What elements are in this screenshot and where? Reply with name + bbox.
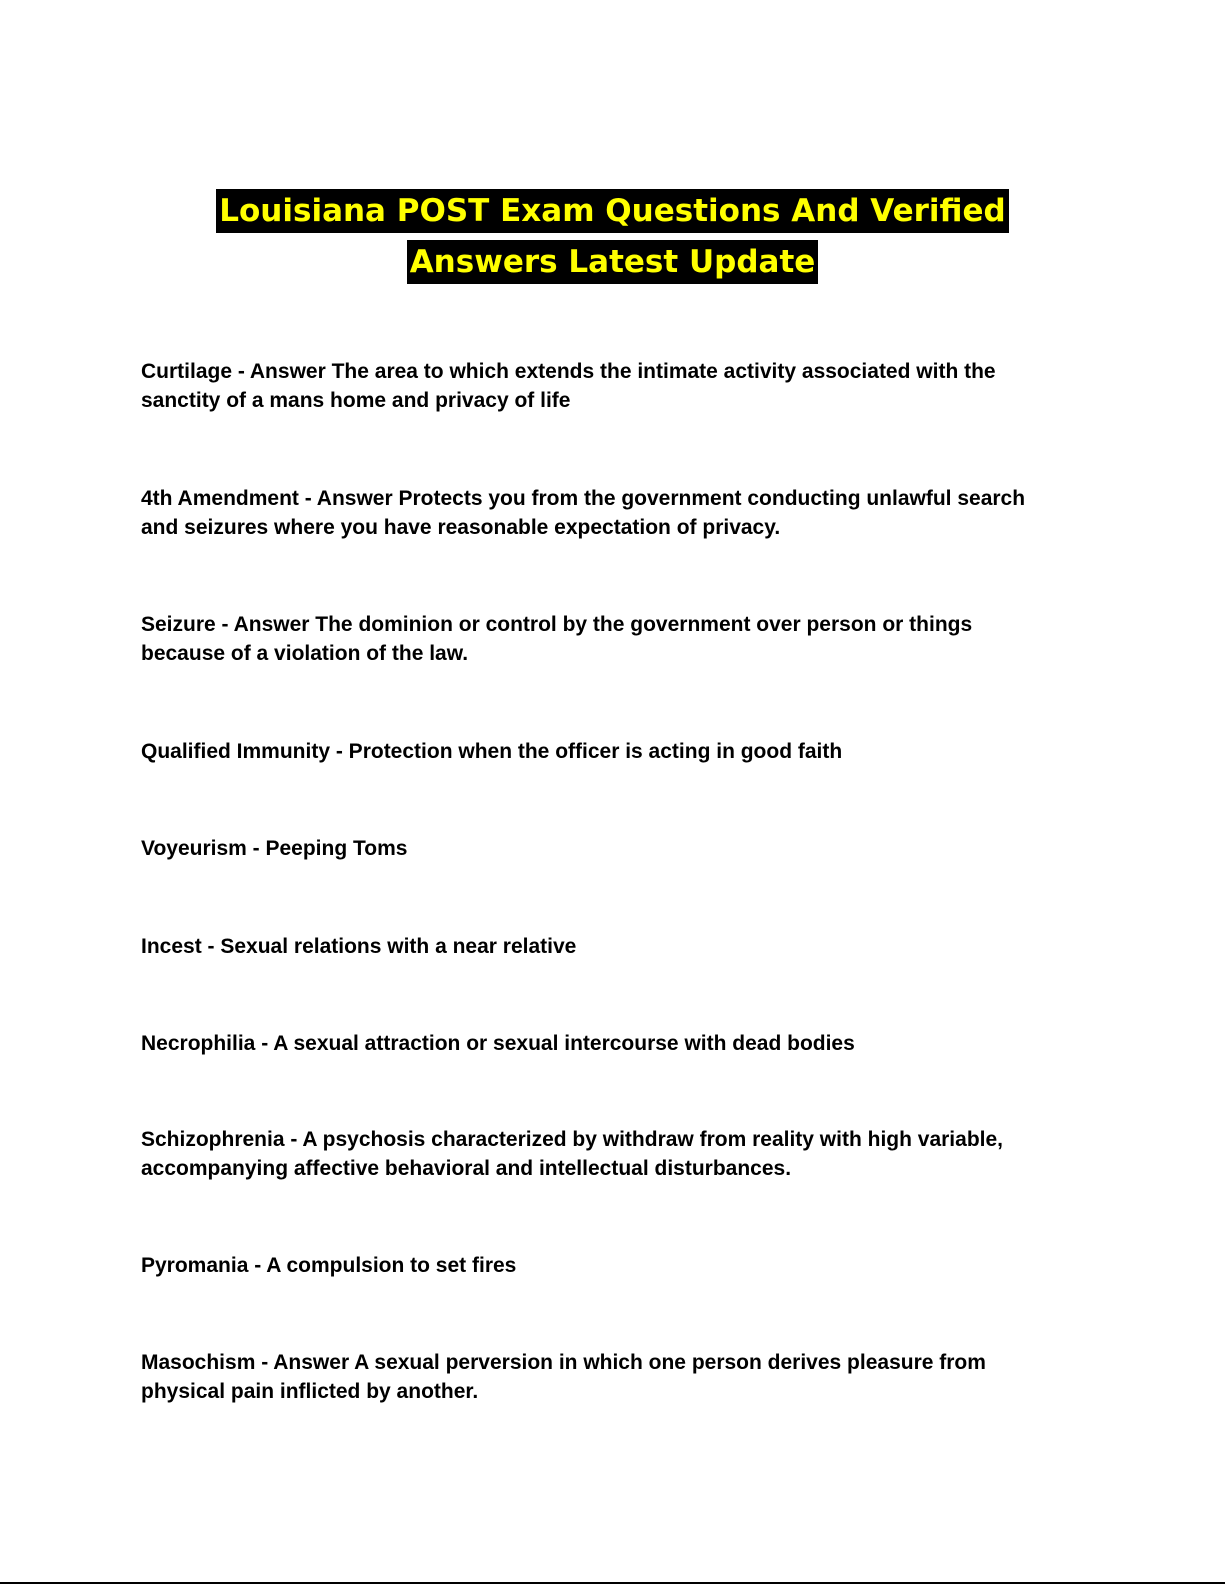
entry-qualified-immunity [141,737,1081,766]
entry-line: Necrophilia - A sexual attraction or sexual intercourse with dead bodies [141,1032,855,1055]
entry-schizophrenia [141,1125,1081,1183]
entry-line: and seizures where you have reasonable expectation of privacy. [141,516,781,539]
entry-line: Curtilage - Answer The area to which extends the intimate activity associated with the [141,360,996,383]
entry-line: Pyromania - A compulsion to set fires [141,1254,517,1277]
entry-voyeurism [141,834,1081,863]
title-line-2: Answers Latest Update [407,240,819,284]
document-title [0,189,1225,284]
entry-seizure [141,610,1081,668]
entry-line: Qualified Immunity - Protection when the officer is acting in good faith [141,740,843,763]
page-bottom-rule [0,1582,1225,1584]
entry-4th-amendment [141,484,1081,542]
entry-line: physical pain inflicted by another. [141,1380,479,1403]
entry-line: accompanying affective behavioral and intellectual disturbances. [141,1157,792,1180]
title-gap [0,233,1225,240]
entry-necrophilia [141,1029,1081,1058]
entry-curtilage [141,357,1081,415]
entry-pyromania [141,1251,1081,1280]
entry-masochism [141,1348,1081,1406]
entry-line: sanctity of a mans home and privacy of life [141,389,571,412]
entry-line: 4th Amendment - Answer Protects you from the government conducting unlawful search [141,487,1026,510]
entry-line: Incest - Sexual relations with a near relative [141,935,577,958]
entry-line: Masochism - Answer A sexual perversion in which one person derives pleasure from [141,1351,986,1374]
entry-line: Voyeurism - Peeping Toms [141,837,408,860]
entry-line: Schizophrenia - A psychosis characterized by withdraw from reality with high variable, [141,1128,1003,1151]
title-line-1: Louisiana POST Exam Questions And Verified [216,189,1008,233]
entry-line: Seizure - Answer The dominion or control by the government over person or things [141,613,973,636]
entry-incest [141,932,1081,961]
entry-line: because of a violation of the law. [141,642,469,665]
